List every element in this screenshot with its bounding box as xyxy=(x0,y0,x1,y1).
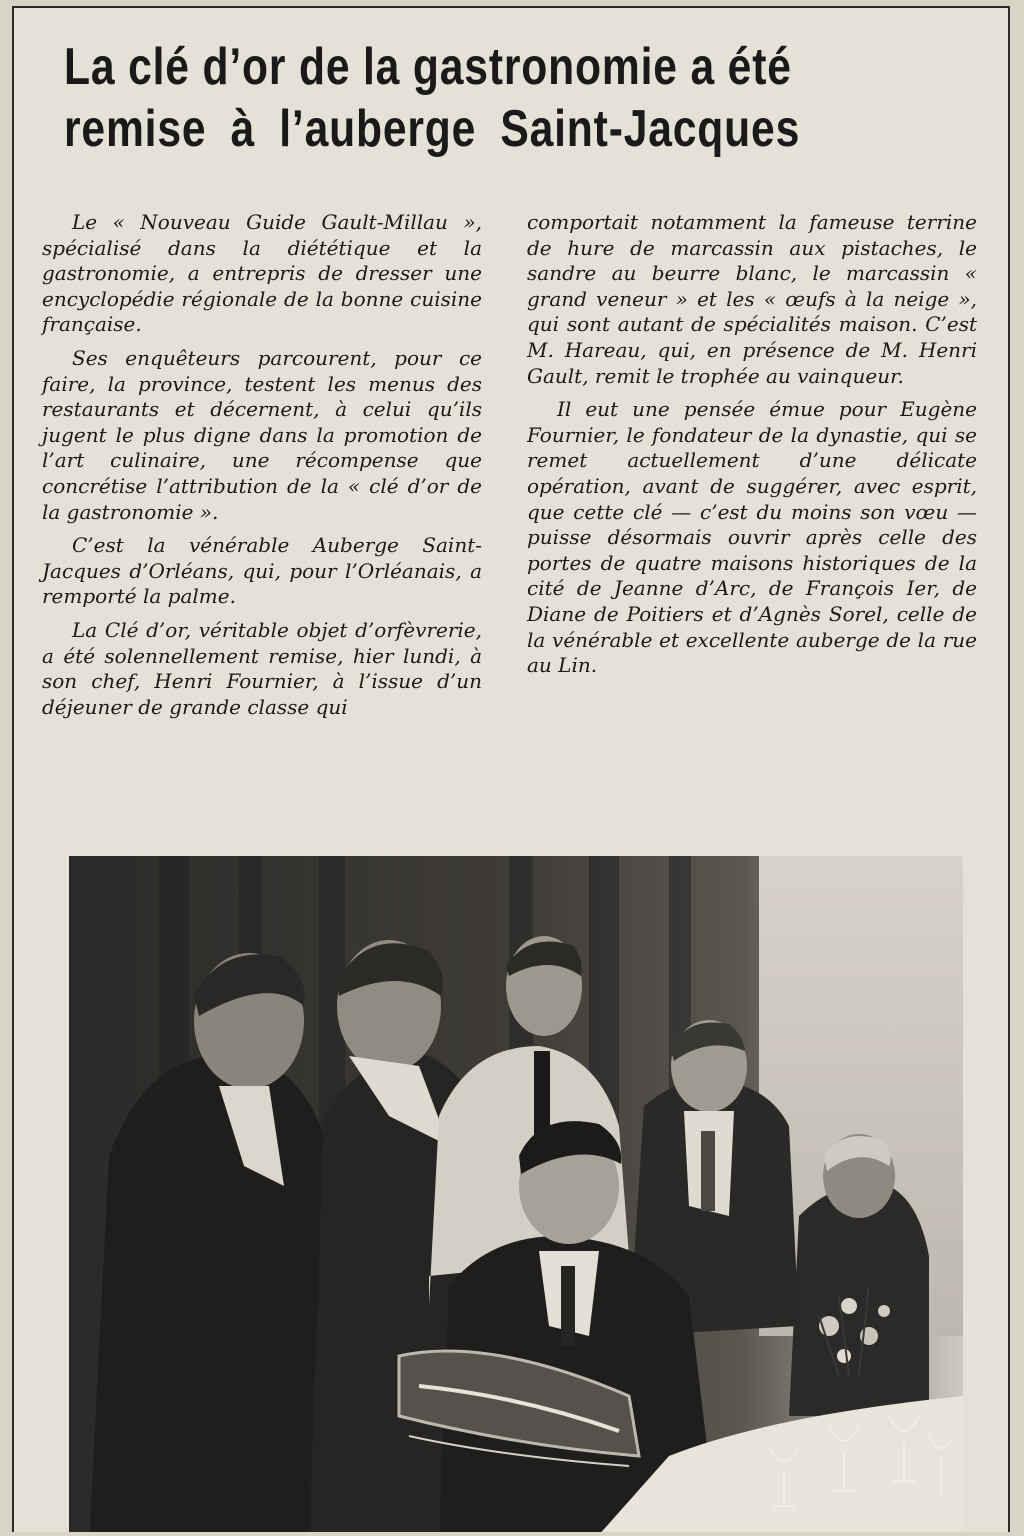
news-photo xyxy=(69,856,963,1532)
headline xyxy=(64,36,966,160)
paragraph: Le « Nouveau Guide Gault-Millau », spécialisé dans la diététique et la gastronomie, a entrepris de dresser une encyclopédie régionale de la bonne cuisine française. xyxy=(42,210,482,337)
article-column-left xyxy=(42,210,482,728)
headline-line-2: remise à l’auberge Saint-Jacques xyxy=(64,100,801,158)
paragraph: C’est la vénérable Auberge Saint-Jacques d’Orléans, qui, pour l’Orléanais, a remporté la palme. xyxy=(42,533,482,609)
article-column-right xyxy=(527,210,977,687)
paragraph: La Clé d’or, véritable objet d’orfèvrerie, a été solennellement remise, hier lundi, à son chef, Henri Fournier, à l’issue d’un déjeuner de grande classe qui xyxy=(42,617,482,719)
newspaper-clipping xyxy=(12,6,1010,1532)
headline-line-1: La clé d’or de la gastronomie a été xyxy=(64,38,792,96)
photo-illustration xyxy=(69,856,963,1532)
paragraph: Il eut une pensée émue pour Eugène Fournier, le fondateur de la dynastie, qui se remet actuellement d’une délicate opération, avant de suggérer, avec esprit, que cette clé — c’est du moins son vœu — puisse désormais ouvrir après celle des portes de quatre maisons historiques de la cité de Jeanne d’Arc, de François Ier, de Diane de Poitiers et d’Agnès Sorel, celle de la vénérable et excellente auberge de la rue au Lin. xyxy=(527,397,977,678)
paragraph: comportait notamment la fameuse terrine de hure de marcassin aux pistaches, le sandre au beurre blanc, le marcassin « grand veneur » et les « œufs à la neige », qui sont autant de spécialités maison. C’est M. Hareau, qui, en présence de M. Henri Gault, remit le trophée au vainqueur. xyxy=(527,210,977,388)
paragraph: Ses enquêteurs parcourent, pour ce faire, la province, testent les menus des restaurants et décernent, à celui qu’ils jugent le plus digne dans la promotion de l’art culinaire, une récompense que concrétise l’attribution de la « clé d’or de la gastronomie ». xyxy=(42,345,482,524)
